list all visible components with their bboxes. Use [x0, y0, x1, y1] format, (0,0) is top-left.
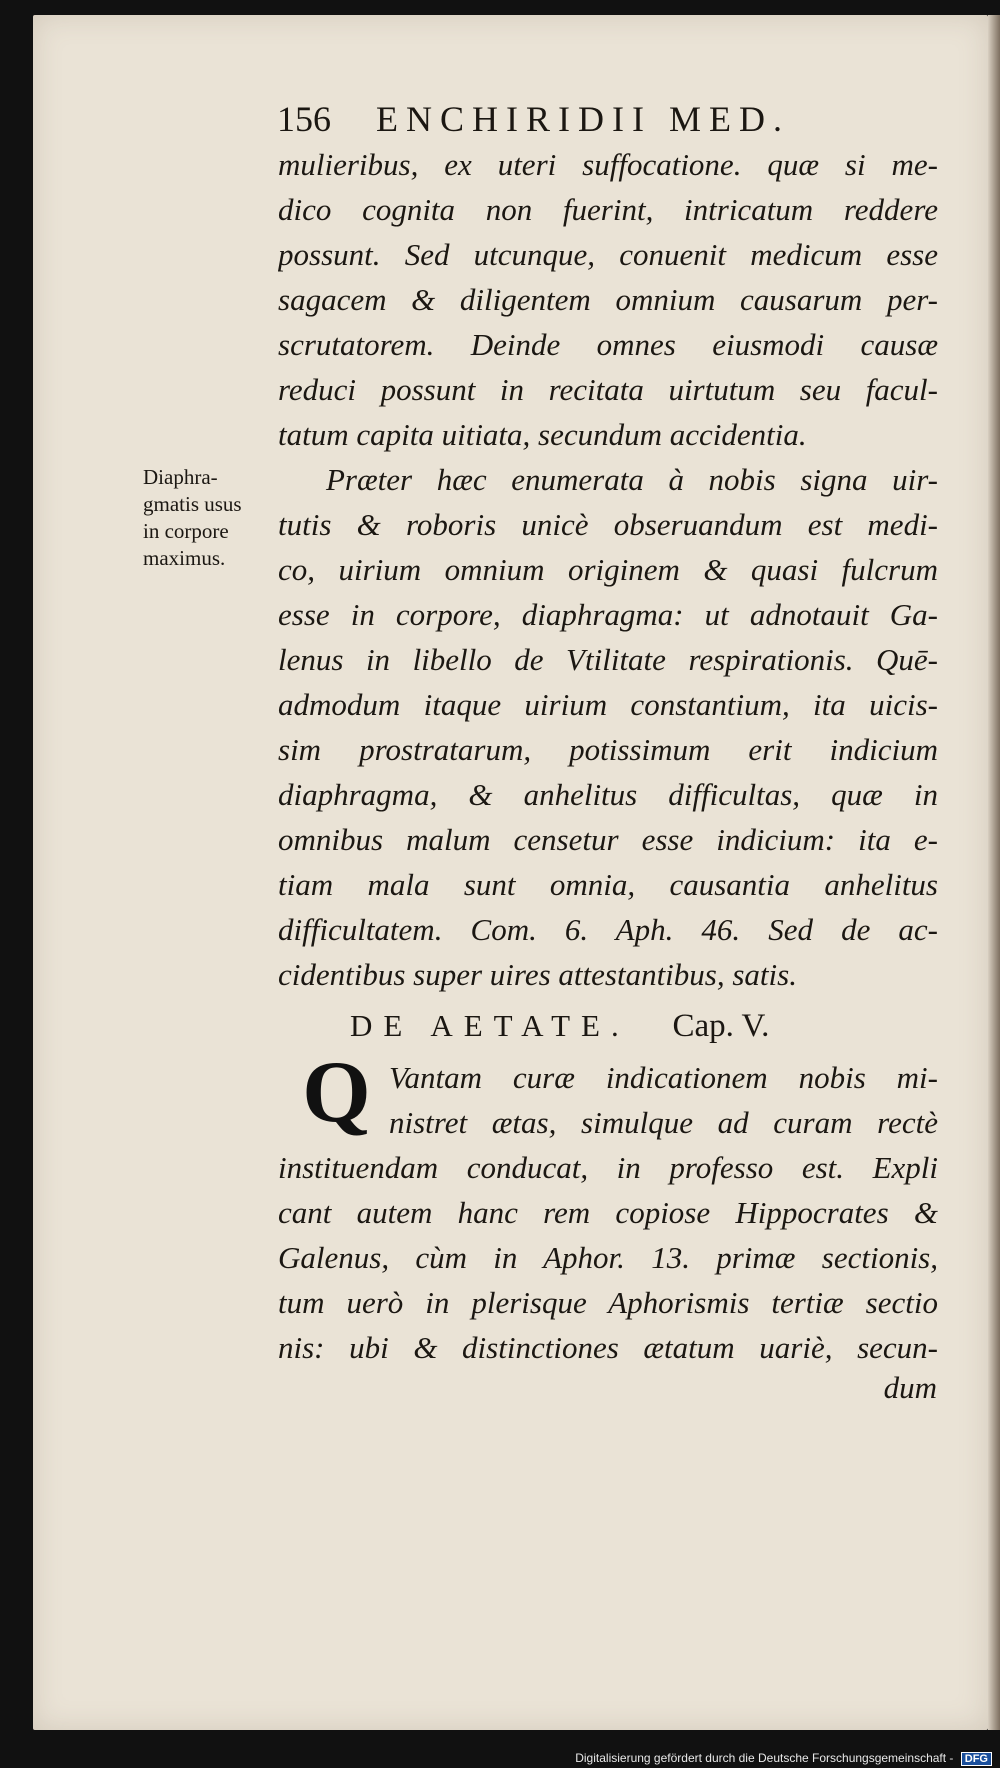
marginal-note-line: maximus. [143, 546, 226, 570]
text-line: sagacem & diligentem omnium causarum per- [278, 282, 938, 317]
dfg-logo-icon: DFG [961, 1752, 992, 1766]
running-head: ENCHIRIDII MED. [376, 99, 790, 139]
text-line: lenus in libello de Vtilitate respirationis. Quē- [278, 642, 938, 677]
page-header [277, 98, 790, 140]
chapter-text [278, 1145, 938, 1370]
text-line: tatum capita uitiata, secundum accidentia. [278, 417, 807, 452]
text-line: Galenus, cùm in Aphor. 13. primæ sectionis, [278, 1240, 938, 1275]
chapter-title: DE AETATE. [350, 1008, 630, 1043]
text-line: diaphragma, & anhelitus difficultas, quæ in [278, 777, 938, 812]
text-line: reduci possunt in recitata uirtutum seu facul- [278, 372, 938, 407]
footer-credit [0, 1751, 1000, 1766]
text-line: tutis & roboris unicè obseruandum est medi- [278, 507, 938, 542]
page-edge [988, 15, 1000, 1730]
text-line: scrutatorem. Deinde omnes eiusmodi causæ [278, 327, 938, 362]
page-number: 156 [277, 99, 331, 139]
text-line: tum uerò in plerisque Aphorismis tertiæ sectio [278, 1285, 938, 1320]
text-line: dico cognita non fuerint, intricatum reddere [278, 192, 938, 227]
marginal-note-line: gmatis usus [143, 492, 242, 516]
text-line: mulieribus, ex uteri suffocatione. quæ si me- [278, 147, 938, 182]
text-line: Præter hæc enumerata à nobis signa uir- [326, 462, 938, 497]
drop-cap-initial: Q [302, 1044, 371, 1141]
text-line: sim prostratarum, potissimum erit indicium [278, 732, 938, 767]
body-text [278, 142, 938, 997]
text-line: esse in corpore, diaphragma: ut adnotauit Ga- [278, 597, 938, 632]
chapter-opening-text [389, 1055, 938, 1145]
text-line: cidentibus super uires attestantibus, satis. [278, 957, 797, 992]
text-line: difficultatem. Com. 6. Aph. 46. Sed de ac- [278, 912, 938, 947]
marginal-note [143, 464, 278, 572]
text-line: possunt. Sed utcunque, conuenit medicum esse [278, 237, 938, 272]
text-line: tiam mala sunt omnia, causantia anhelitus [278, 867, 938, 902]
chapter-heading [350, 1008, 769, 1045]
catchword: dum [883, 1370, 937, 1405]
text-line: admodum itaque uirium constantium, ita uicis- [278, 687, 938, 722]
text-line: nistret ætas, simulque ad curam rectè [389, 1105, 938, 1140]
text-line: instituendam conducat, in professo est. Expli [278, 1150, 938, 1185]
marginal-note-line: in corpore [143, 519, 229, 543]
chapter-number: Cap. V. [672, 1008, 770, 1044]
text-line: Vantam curæ indicationem nobis mi- [389, 1060, 938, 1095]
text-line: omnibus malum censetur esse indicium: ita e- [278, 822, 938, 857]
text-line: nis: ubi & distinctiones ætatum uariè, secun- [278, 1330, 938, 1365]
text-line: co, uirium omnium originem & quasi fulcrum [278, 552, 938, 587]
footer-text: Digitalisierung gefördert durch die Deutsche Forschungsgemeinschaft - [575, 1751, 954, 1765]
text-line: cant autem hanc rem copiose Hippocrates & [278, 1195, 938, 1230]
marginal-note-line: Diaphra- [143, 465, 218, 489]
